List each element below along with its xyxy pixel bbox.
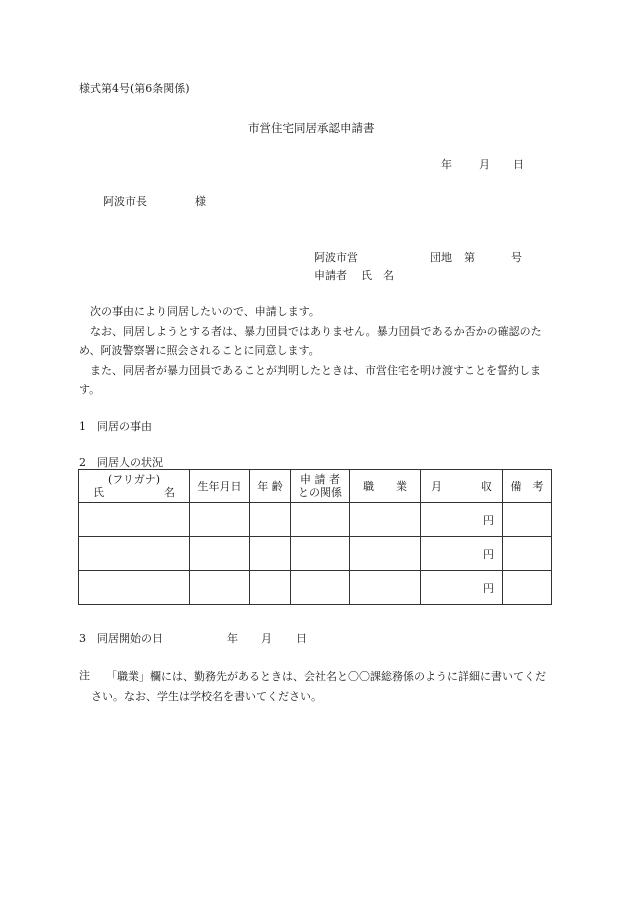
header-job: 職 業 [350,470,421,503]
table-header-row [79,470,552,503]
cell-relation[interactable] [291,537,350,571]
header-birthdate: 生年月日 [190,470,250,503]
date-day: 日 [513,158,524,171]
start-date-year: 年 [227,632,238,645]
cell-name[interactable] [79,503,190,537]
form-number: 様式第4号(第6条関係) [79,82,190,95]
addressee-name: 阿波市長 [103,195,147,208]
date-month: 月 [479,158,490,171]
cell-birthdate[interactable] [190,503,250,537]
body-paragraph: 次の事由により同居したいので、申請します。 [79,305,320,318]
cell-income[interactable] [421,571,503,605]
estate-dai: 第 [464,251,475,264]
section-reason: 1 同居の事由 [79,420,152,433]
header-income-month: 月 [431,479,442,493]
body-paragraph: また、同居者が暴力団員であることが判明したときは、市営住宅を明け渡すことを誓約します。 [79,363,541,396]
cell-birthdate[interactable] [190,537,250,571]
cell-relation[interactable] [291,571,350,605]
date-year: 年 [441,158,452,171]
start-date-day: 日 [296,632,307,645]
body-paragraph: なお、同居しようとする者は、暴力団員ではありません。暴力団員であるか否かの確認のため、阿波警察署に照会されることに同意します。 [79,324,542,357]
table-row [79,503,552,537]
cell-age[interactable] [250,503,291,537]
header-furigana: (フリガナ) [107,473,161,486]
header-income [421,470,503,503]
cell-birthdate[interactable] [190,571,250,605]
cell-relation[interactable] [291,503,350,537]
note-text: 「職業」欄には、勤務先があるときは、会社名と〇〇課総務係のように詳細に書いてください。なお、学生は学校名を書いてください。 [91,670,546,703]
estate-go: 号 [511,251,522,264]
table-row [79,537,552,571]
cell-job[interactable] [350,503,421,537]
cell-remarks[interactable] [503,537,552,571]
cell-name[interactable] [79,571,190,605]
header-relation-line1: 申 請 者 [300,473,340,486]
addressee-honorific: 様 [195,195,206,208]
applicant-mei: 名 [383,269,394,282]
applicant-shi: 氏 [361,269,372,282]
cohabitant-table [78,469,552,605]
header-age: 年 齢 [250,470,291,503]
cell-income[interactable] [421,503,503,537]
form-title: 市営住宅同居承認申請書 [248,121,375,135]
cell-remarks[interactable] [503,571,552,605]
header-relation-line2: との関係 [298,486,342,499]
cell-job[interactable] [350,571,421,605]
cell-income[interactable] [421,537,503,571]
estate-prefix: 阿波市営 [314,251,358,264]
section-cohabitants: 2 同居人の状況 [79,456,163,469]
header-shi: 氏 [93,486,104,499]
header-relation [291,470,350,503]
cell-name[interactable] [79,537,190,571]
start-date-month: 月 [261,632,272,645]
yen-label: 円 [483,547,494,561]
yen-label: 円 [483,513,494,527]
note-mark: 注 [79,669,90,682]
header-income-shu: 収 [481,479,492,493]
applicant-label: 申請者 [314,269,347,282]
body-text [79,302,549,400]
header-mei: 名 [164,486,175,499]
cell-job[interactable] [350,537,421,571]
table-row [79,571,552,605]
estate-suffix: 団地 [430,251,452,264]
cell-age[interactable] [250,571,291,605]
cell-remarks[interactable] [503,503,552,537]
yen-label: 円 [483,581,494,595]
cell-age[interactable] [250,537,291,571]
header-name [79,470,190,503]
start-date-label: 3 同居開始の日 [79,632,163,645]
header-remarks: 備 考 [503,470,552,503]
